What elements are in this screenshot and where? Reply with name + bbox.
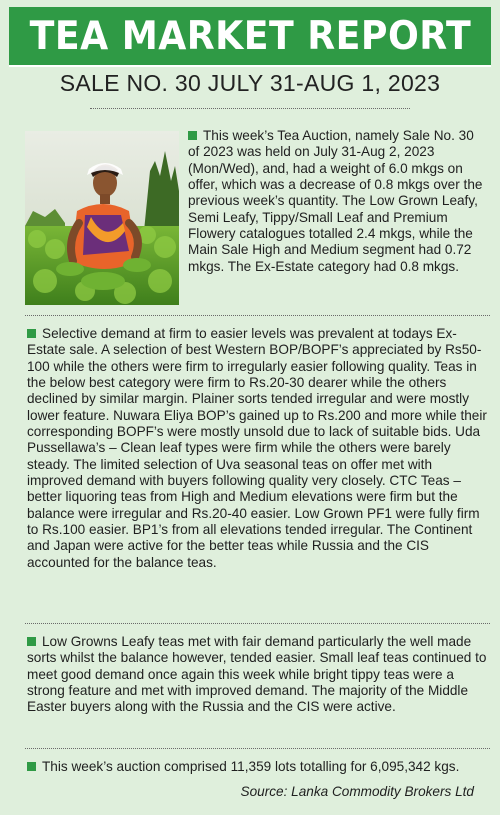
bullet-square-icon	[188, 131, 197, 140]
divider-1	[25, 315, 490, 316]
divider-top	[90, 108, 410, 109]
title-banner	[9, 7, 491, 67]
paragraph-text: This week’s Tea Auction, namely Sale No. 30 of 2023 was held on July 31-Aug 2, 2023 (Mon/Wed), and, had a weight of 6.0 mkgs on offer, which was a decrease of 0.8 mkgs over the previous week’s quantity. The Low Grown Leafy, Semi Leafy, Tippy/Small Leaf and Premium Flowery catalogues totalled 2.4 mkgs, while the Main Sale High and Medium segment had 0.72 mkgs. The Ex-Estate category had 0.8 mkgs.	[188, 128, 483, 274]
paragraph-text: Selective demand at firm to easier levels was prevalent at todays Ex-Estate sale. A selection of best Western BOP/BOPF’s appreciated by Rs50-100 while the others were firm to irregularly easier following quality. Teas in the below best category were firm to Rs.20-30 dearer while the others declined by similar margin. Plainer sorts tended irregular and were mostly lower feature. Nuwara Eliya BOP’s gained up to Rs.200 and more while their corresponding BOPF’s were mostly unsold due to lack of suitable bids. Uda Pussellawa’s – Clean leaf types were firm while the others were barely steady. The limited selection of Uva seasonal teas on offer met with improved demand with buyers following quality very closely. CTC Teas – better liquoring teas from High and Medium elevations were firm but the balance were irregular and Rs.20-40 easier. Low Grown PF1 were fully firm to Rs.100 easier. BP1’s from all elevations tended irregular. The Continent and Japan were active for the better teas while Russia and the CIS accounted for the balance teas.	[27, 326, 487, 570]
paragraph-text: This week’s auction comprised 11,359 lots totalling for 6,095,342 kgs.	[42, 759, 460, 774]
source-credit: Source: Lanka Commodity Brokers Ltd	[240, 784, 474, 799]
paragraph-text: Low Growns Leafy teas met with fair demand particularly the well made sorts whilst the balance however, tended easier. Small leaf teas continued to meet good demand once again this week while bright tippy teas were a strong feature and met with improved demand. The majority of the Middle Easter buyers along with the Russia and the CIS were active.	[27, 634, 487, 715]
bullet-square-icon	[27, 762, 36, 771]
tea-plucker-photo	[25, 131, 179, 305]
paragraph-lots-total	[27, 759, 492, 775]
paragraph-ex-estate	[27, 326, 487, 571]
sale-heading: SALE NO. 30 JULY 31-AUG 1, 2023	[59, 70, 441, 96]
divider-2	[25, 623, 490, 624]
bullet-square-icon	[27, 329, 36, 338]
paragraph-auction-summary	[188, 128, 488, 275]
report-title: TEA MARKET REPORT	[29, 13, 471, 59]
bullet-square-icon	[27, 637, 36, 646]
divider-3	[25, 748, 490, 749]
paragraph-low-growns	[27, 634, 487, 716]
